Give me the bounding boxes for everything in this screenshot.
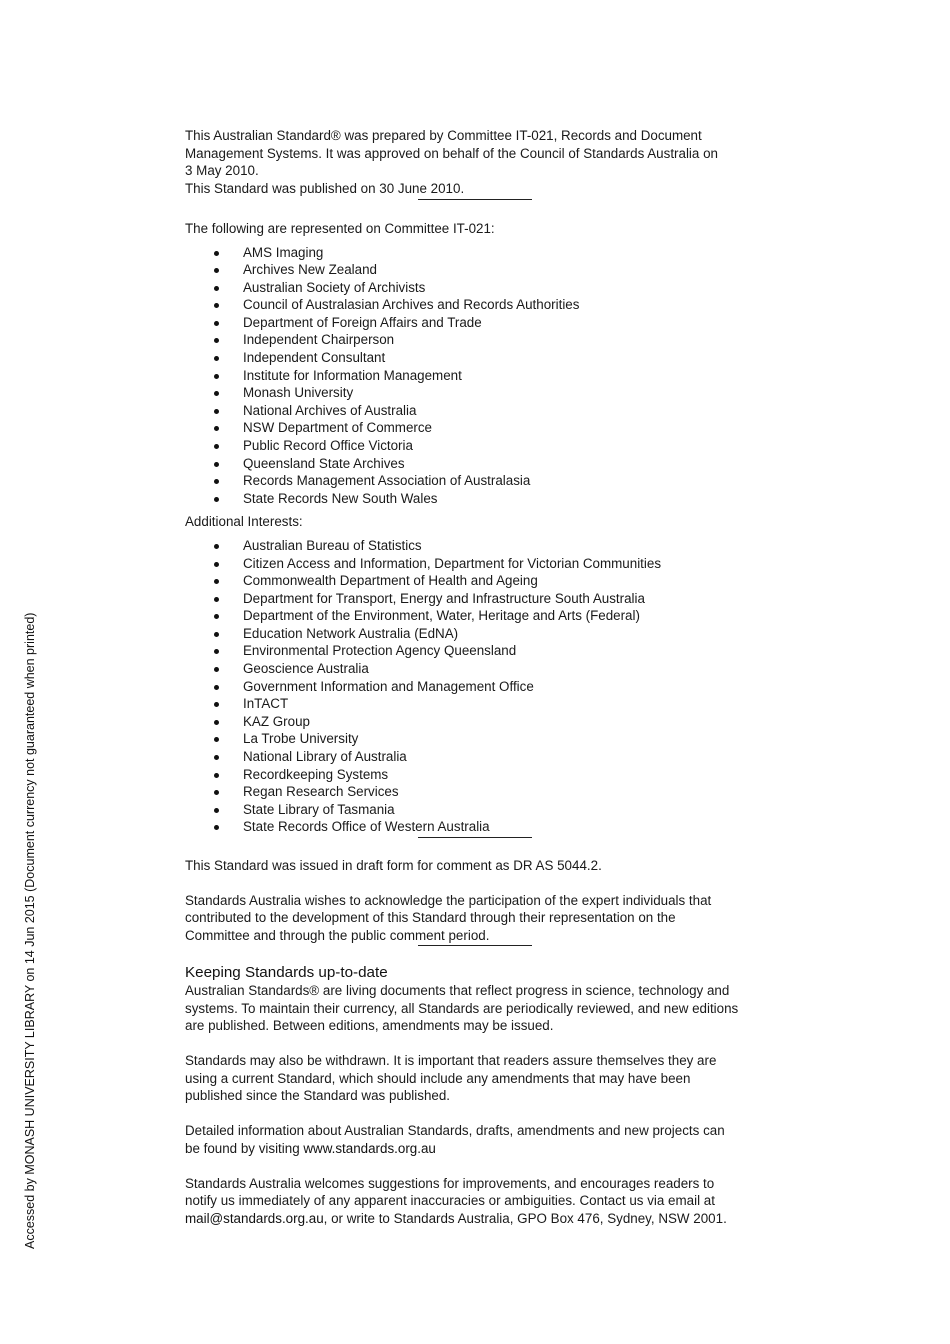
list-item [185, 279, 775, 297]
draft-note: This Standard was issued in draft form for comment as DR AS 5044.2. [185, 858, 602, 873]
bullet-icon [214, 409, 219, 414]
additional-interests-heading: Additional Interests: [185, 514, 303, 530]
paragraph-line: Standards Australia welcomes suggestions for improvements, and encourages readers to [185, 1175, 715, 1191]
bullet-icon [214, 444, 219, 449]
member-name: Institute for Information Management [243, 367, 462, 383]
interest-name: Government Information and Management Office [243, 678, 534, 694]
interest-name: Department for Transport, Energy and Infrastructure South Australia [243, 590, 645, 606]
paragraph-text: , or write to Standards Australia, GPO Box 476, Sydney, NSW 2001. [323, 1210, 727, 1226]
interest-name: National Library of Australia [243, 749, 407, 765]
acknowledgement-line: Standards Australia wishes to acknowledge the participation of the expert individuals that [185, 892, 712, 908]
member-name: National Archives of Australia [243, 402, 417, 418]
section-divider [418, 837, 532, 838]
list-item [185, 349, 775, 367]
list-item [185, 314, 775, 332]
interest-name: Environmental Protection Agency Queensland [243, 643, 517, 659]
uptodate-paragraph-3 [185, 1122, 775, 1157]
list-item [185, 801, 775, 819]
list-item [185, 713, 775, 731]
interest-name: La Trobe University [243, 731, 359, 747]
uptodate-heading: Keeping Standards up-to-date [185, 964, 388, 981]
bullet-icon [214, 374, 219, 379]
committee-members-list [185, 244, 775, 508]
list-item [185, 660, 775, 678]
member-name: Independent Chairperson [243, 332, 395, 348]
list-item [185, 555, 775, 573]
interest-name: State Library of Tasmania [243, 801, 395, 817]
bullet-icon [214, 321, 219, 326]
list-item [185, 678, 775, 696]
list-item [185, 783, 775, 801]
list-item [185, 490, 775, 508]
bullet-icon [214, 790, 219, 795]
list-item [185, 572, 775, 590]
uptodate-paragraph-2 [185, 1052, 775, 1105]
paragraph-line: Australian Standards® are living documents that reflect progress in science, technology and [185, 983, 730, 998]
member-name: Independent Consultant [243, 350, 386, 366]
list-item [185, 818, 775, 836]
paragraph-line: using a current Standard, which should include any amendments that may have been [185, 1070, 691, 1086]
bullet-icon [214, 479, 219, 484]
bullet-icon [214, 462, 219, 467]
interest-name: Commonwealth Department of Health and Ageing [243, 573, 538, 589]
member-name: Department of Foreign Affairs and Trade [243, 314, 482, 330]
access-watermark: Accessed by MONASH UNIVERSITY LIBRARY on 14 Jun 2015 (Document currency not guaranteed when printed) [23, 612, 37, 1249]
bullet-icon [214, 597, 219, 602]
preface-line: 3 May 2010. [185, 163, 259, 178]
bullet-icon [214, 579, 219, 584]
bullet-icon [214, 755, 219, 760]
preface-line: Management Systems. It was approved on behalf of the Council of Standards Australia on [185, 145, 718, 161]
bullet-icon [214, 825, 219, 830]
list-item [185, 766, 775, 784]
publication-date: This Standard was published on 30 June 2010. [185, 180, 465, 196]
member-name: Council of Australasian Archives and Records Authorities [243, 297, 580, 313]
list-item [185, 296, 775, 314]
bullet-icon [214, 773, 219, 778]
list-item [185, 730, 775, 748]
list-item [185, 384, 775, 402]
list-item [185, 537, 775, 555]
member-name: Records Management Association of Australasia [243, 473, 531, 489]
list-item [185, 748, 775, 766]
interest-name: State Records Office of Western Australia [243, 819, 490, 835]
member-name: Monash University [243, 385, 354, 401]
bullet-icon [214, 614, 219, 619]
bullet-icon [214, 338, 219, 343]
paragraph-line: published since the Standard was published. [185, 1088, 451, 1103]
email-link[interactable]: mail@standards.org.au [185, 1210, 324, 1226]
list-item [185, 607, 775, 625]
paragraph-line: notify us immediately of any apparent inaccuracies or ambiguities. Contact us via email at [185, 1193, 715, 1208]
paragraph-line: Detailed information about Australian Standards, drafts, amendments and new projects can [185, 1123, 725, 1138]
member-name: Queensland State Archives [243, 455, 405, 471]
acknowledgement-line: Committee and through the public comment period. [185, 927, 490, 943]
bullet-icon [214, 544, 219, 549]
bullet-icon [214, 391, 219, 396]
list-item [185, 244, 775, 262]
list-item [185, 331, 775, 349]
bullet-icon [214, 632, 219, 637]
bullet-icon [214, 426, 219, 431]
bullet-icon [214, 356, 219, 361]
member-name: State Records New South Wales [243, 490, 438, 506]
section-divider [418, 945, 532, 946]
paragraph-line: systems. To maintain their currency, all Standards are periodically reviewed, and new editions [185, 1000, 739, 1016]
bullet-icon [214, 497, 219, 502]
document-body [185, 127, 775, 1227]
bullet-icon [214, 268, 219, 273]
paragraph-line: Standards may also be withdrawn. It is important that readers assure themselves they are [185, 1053, 717, 1068]
interest-name: Education Network Australia (EdNA) [243, 625, 459, 641]
member-name: Archives New Zealand [243, 262, 377, 278]
interest-name: Geoscience Australia [243, 661, 369, 677]
member-name: Australian Society of Archivists [243, 279, 426, 295]
list-item [185, 625, 775, 643]
list-item [185, 402, 775, 420]
member-name: Public Record Office Victoria [243, 438, 413, 454]
list-item [185, 642, 775, 660]
list-item [185, 419, 775, 437]
interest-name: InTACT [243, 696, 289, 712]
list-item [185, 472, 775, 490]
bullet-icon [214, 251, 219, 256]
committee-intro: The following are represented on Committee IT-021: [185, 221, 495, 236]
bullet-icon [214, 720, 219, 725]
acknowledgement-paragraph [185, 892, 775, 945]
standards-website-link[interactable]: www.standards.org.au [303, 1140, 436, 1156]
list-item [185, 367, 775, 385]
interest-name: Recordkeeping Systems [243, 766, 389, 782]
paragraph-line [185, 1210, 775, 1228]
member-name: AMS Imaging [243, 244, 324, 260]
bullet-icon [214, 286, 219, 291]
interest-name: Regan Research Services [243, 784, 399, 800]
interest-name: Australian Bureau of Statistics [243, 537, 422, 553]
interest-name: Department of the Environment, Water, Heritage and Arts (Federal) [243, 608, 640, 624]
bullet-icon [214, 562, 219, 567]
bullet-icon [214, 303, 219, 308]
bullet-icon [214, 737, 219, 742]
acknowledgement-line: contributed to the development of this Standard through their representation on the [185, 910, 676, 925]
uptodate-paragraph-4 [185, 1175, 775, 1228]
list-item [185, 695, 775, 713]
bullet-icon [214, 702, 219, 707]
bullet-icon [214, 667, 219, 672]
list-item [185, 455, 775, 473]
additional-interests-list [185, 537, 775, 836]
bullet-icon [214, 808, 219, 813]
paragraph-line [185, 1140, 775, 1158]
member-name: NSW Department of Commerce [243, 420, 433, 436]
preface-block [185, 127, 775, 197]
preface-line: This Australian Standard® was prepared by Committee IT-021, Records and Document [185, 128, 702, 143]
bullet-icon [214, 649, 219, 654]
list-item [185, 437, 775, 455]
bullet-icon [214, 685, 219, 690]
interest-name: Citizen Access and Information, Department for Victorian Communities [243, 555, 662, 571]
section-divider [418, 199, 532, 200]
uptodate-paragraph-1 [185, 982, 775, 1035]
paragraph-line: are published. Between editions, amendments may be issued. [185, 1018, 554, 1033]
interest-name: KAZ Group [243, 713, 310, 729]
paragraph-text: be found by visiting [185, 1140, 304, 1156]
list-item [185, 590, 775, 608]
list-item [185, 261, 775, 279]
